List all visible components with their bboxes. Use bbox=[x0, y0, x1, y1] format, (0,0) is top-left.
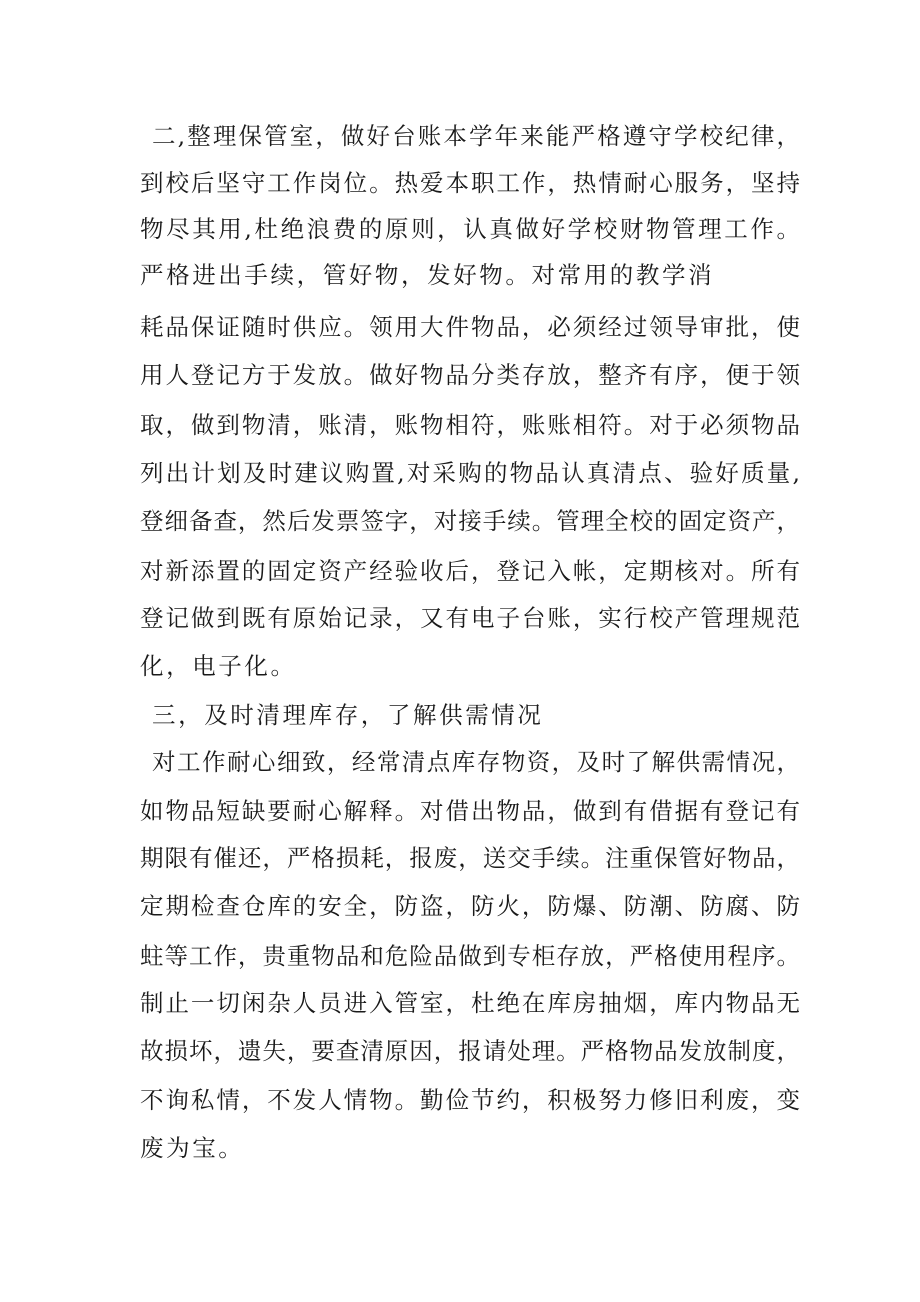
section-3-line-8: 不询私情，不发人情物。勤俭节约，积极努力修旧利废，变 bbox=[140, 1086, 800, 1114]
section-2-line-2: 到校后坚守工作岗位。热爱本职工作，热情耐心服务，坚持 bbox=[140, 169, 800, 197]
section-3-line-4: 定期检查仓库的安全，防盗，防火，防爆、防潮、防腐、防 bbox=[140, 892, 800, 920]
section-2-line-8: 列出计划及时建议购置,对采购的物品认真清点、验好质量, bbox=[140, 459, 800, 487]
section-3-line-7: 故损坏，遗失，要查清原因，报请处理。严格物品发放制度， bbox=[140, 1037, 800, 1065]
section-2-line-9: 登细备查，然后发票签字，对接手续。管理全校的固定资产， bbox=[140, 507, 800, 535]
section-2-line-6: 用人登记方于发放。做好物品分类存放，整齐有序，便于领 bbox=[140, 361, 800, 389]
section-3-line-6: 制止一切闲杂人员进入管室，杜绝在库房抽烟，库内物品无 bbox=[140, 989, 800, 1017]
section-3-line-2: 如物品短缺要耐心解释。对借出物品，做到有借据有登记有 bbox=[140, 797, 800, 825]
section-3-heading: 三，及时清理库存，了解供需情况 bbox=[152, 701, 544, 729]
section-3-line-9: 废为宝。 bbox=[140, 1134, 245, 1162]
section-3-line-3: 期限有催还，严格损耗，报废，送交手续。注重保管好物品， bbox=[140, 844, 800, 872]
section-2-line-11: 登记做到既有原始记录，又有电子台账，实行校产管理规范 bbox=[140, 604, 800, 632]
section-2-line-7: 取，做到物清，账清，账物相符，账账相符。对于必须物品 bbox=[140, 411, 800, 439]
section-3-line-1: 对工作耐心细致，经常清点库存物资，及时了解供需情况， bbox=[152, 748, 800, 776]
section-2-line-3: 物尽其用,杜绝浪费的原则，认真做好学校财物管理工作。 bbox=[140, 215, 800, 243]
section-2-line-12: 化，电子化。 bbox=[140, 652, 297, 680]
section-2-line-1: 二,整理保管室，做好台账本学年来能严格遵守学校纪律， bbox=[152, 122, 800, 150]
section-3-line-5: 蛀等工作，贵重物品和危险品做到专柜存放，严格使用程序。 bbox=[140, 942, 800, 970]
section-2-line-4: 严格进出手续，管好物，发好物。对常用的教学消 bbox=[140, 261, 715, 289]
section-2-line-10: 对新添置的固定资产经验收后，登记入帐，定期核对。所有 bbox=[140, 557, 800, 585]
section-2-line-5: 耗品保证随时供应。领用大件物品，必须经过领导审批，使 bbox=[140, 313, 800, 341]
